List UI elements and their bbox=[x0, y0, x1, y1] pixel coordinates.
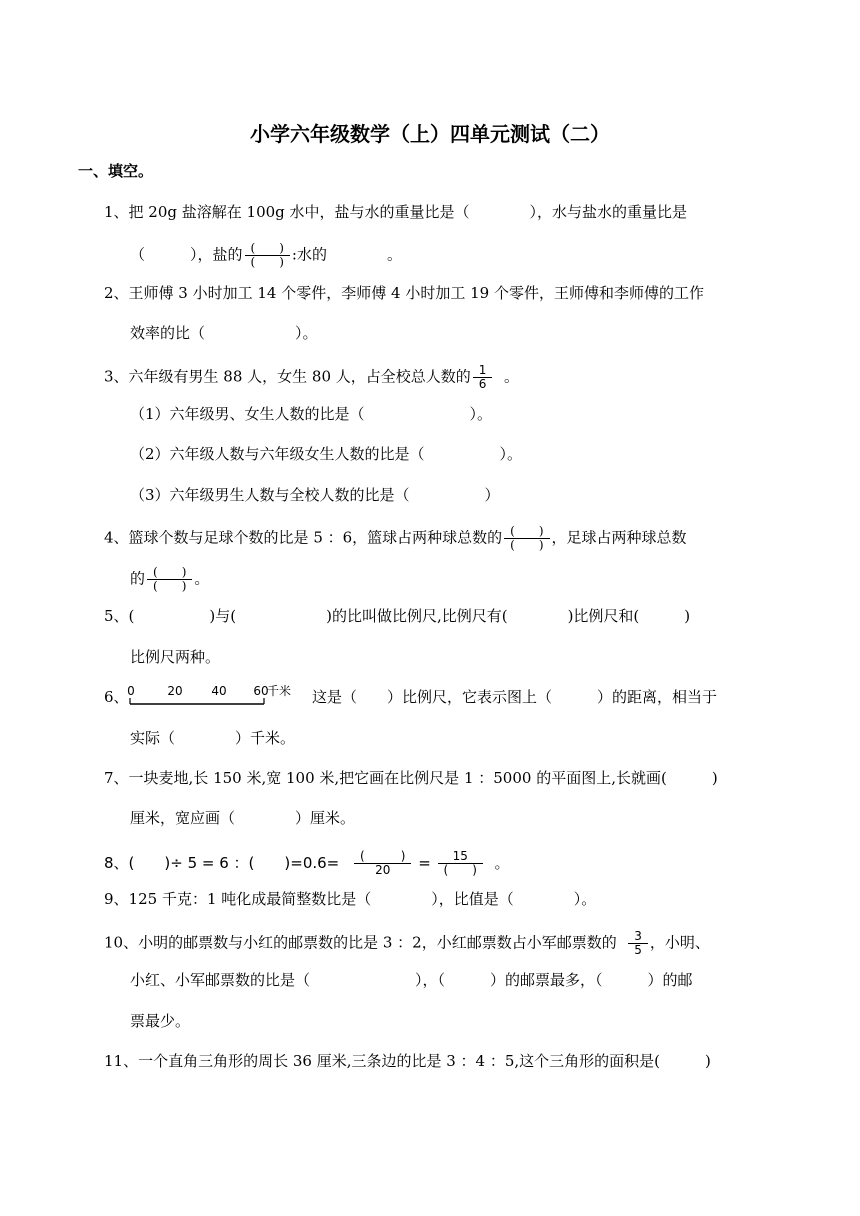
scale-bar bbox=[127, 684, 297, 710]
question-3-sub-2: （2）六年级人数与六年级女生人数的比是（ ）。 bbox=[130, 445, 523, 463]
fraction-denominator: 6 bbox=[478, 377, 487, 391]
question-4-line-1 bbox=[104, 525, 687, 552]
question-4-line-2 bbox=[130, 566, 209, 593]
scale-tick-label: 40 bbox=[211, 684, 227, 698]
scale-tick-label: 60 bbox=[253, 684, 269, 698]
fraction-blank bbox=[147, 566, 192, 593]
fraction bbox=[473, 364, 493, 391]
page-title: 小学六年级数学（上）四单元测试（二） bbox=[250, 122, 610, 146]
question-7-line-2: 厘米，宽应画（ ）厘米。 bbox=[130, 809, 356, 827]
q1-text-part: （ ），盐的 bbox=[130, 245, 243, 264]
question-1-line-2 bbox=[130, 242, 402, 269]
fraction-numerator: ( ) bbox=[147, 566, 192, 580]
fraction-blank bbox=[245, 242, 290, 269]
question-6-prefix: 6、 bbox=[104, 688, 129, 706]
question-7-line-1: 7、一块麦地,长 150 米,宽 100 米,把它画在比例尺是 1 ：5000 的平面图上,长就画( ) bbox=[104, 769, 718, 787]
fraction-numerator: ( ) bbox=[504, 525, 549, 539]
question-9: 9、125 千克：1 吨化成最简整数比是（ ），比值是（ ）。 bbox=[104, 890, 597, 908]
q4-text-part: 的 bbox=[130, 569, 146, 588]
question-8 bbox=[104, 850, 509, 877]
q4-text-part: 。 bbox=[194, 569, 210, 588]
q3-text-part: 。 bbox=[503, 367, 519, 386]
question-11: 11、一个直角三角形的周长 36 厘米,三条边的比是 3 ：4 ：5,这个三角形的面积是( ) bbox=[104, 1052, 711, 1070]
question-10-line-3: 票最少。 bbox=[130, 1012, 191, 1030]
fraction bbox=[628, 930, 648, 957]
fraction-denominator: ( ) bbox=[250, 255, 284, 269]
fraction-denominator: 5 bbox=[634, 943, 642, 957]
question-2-line-2: 效率的比（ ）。 bbox=[130, 324, 318, 342]
question-5-line-1: 5、( )与( )的比叫做比例尺,比例尺有( )比例尺和( ) bbox=[104, 607, 691, 625]
q4-text-part: ，足球占两种球总数 bbox=[551, 528, 687, 547]
fraction-blank bbox=[354, 850, 411, 877]
scale-tick-label: 0 bbox=[127, 684, 135, 698]
question-3-sub-1: （1）六年级男、女生人数的比是（ ）。 bbox=[130, 405, 493, 423]
fraction-denominator: ( ) bbox=[153, 579, 187, 593]
question-6-line-1: 这是（ ）比例尺，它表示图上（ ）的距离，相当于 bbox=[312, 688, 718, 706]
fraction-numerator: 1 bbox=[473, 364, 493, 378]
q10-text-part: 10、小明的邮票数与小红的邮票数的比是 3 ：2，小红邮票数占小军邮票数的 bbox=[104, 933, 617, 952]
fraction-denominator: ( ) bbox=[443, 863, 477, 877]
fraction-numerator: 15 bbox=[438, 850, 483, 864]
q4-text-part: 4、篮球个数与足球个数的比是 5 ：6，篮球占两种球总数的 bbox=[104, 528, 503, 547]
question-10-line-2: 小红、小军邮票数的比是（ ），（ ）的邮票最多，（ ）的邮 bbox=[130, 971, 693, 989]
scale-unit-label: 千米 bbox=[267, 684, 292, 698]
q8-text-part: 8、( )÷ 5 = 6 ：( )=0.6= bbox=[104, 854, 340, 872]
fraction-denominator: ( ) bbox=[510, 538, 544, 552]
fraction-denominator: 20 bbox=[375, 863, 391, 877]
q8-text-part: = bbox=[418, 854, 431, 872]
q8-text-part: 。 bbox=[494, 854, 510, 872]
q3-text-part: 3、六年级有男生 88 人，女生 80 人，占全校总人数的 bbox=[104, 367, 471, 386]
section-heading: 一、填空。 bbox=[78, 162, 154, 180]
q1-text-part: :水的 。 bbox=[291, 245, 402, 264]
fraction-numerator: ( ) bbox=[354, 850, 411, 864]
question-10-line-1 bbox=[104, 930, 710, 957]
fraction-blank bbox=[438, 850, 483, 877]
question-5-line-2: 比例尺两种。 bbox=[130, 648, 221, 666]
question-3-line-1 bbox=[104, 364, 519, 391]
question-3-sub-3: （3）六年级男生人数与全校人数的比是（ ） bbox=[130, 486, 500, 504]
question-1-line-1: 1、把 20g 盐溶解在 100g 水中，盐与水的重量比是（ ），水与盐水的重量比是 bbox=[104, 203, 688, 221]
fraction-blank bbox=[504, 525, 549, 552]
fraction-numerator: ( ) bbox=[245, 242, 290, 256]
question-2-line-1: 2、王师傅 3 小时加工 14 个零件，李师傅 4 小时加工 19 个零件，王师傅和李师傅的工作 bbox=[104, 284, 704, 302]
fraction-numerator: 3 bbox=[628, 930, 648, 944]
question-6-line-2: 实际（ ）千米。 bbox=[130, 729, 296, 747]
q10-text-part: ，小明、 bbox=[649, 933, 710, 952]
scale-tick-label: 20 bbox=[167, 684, 183, 698]
